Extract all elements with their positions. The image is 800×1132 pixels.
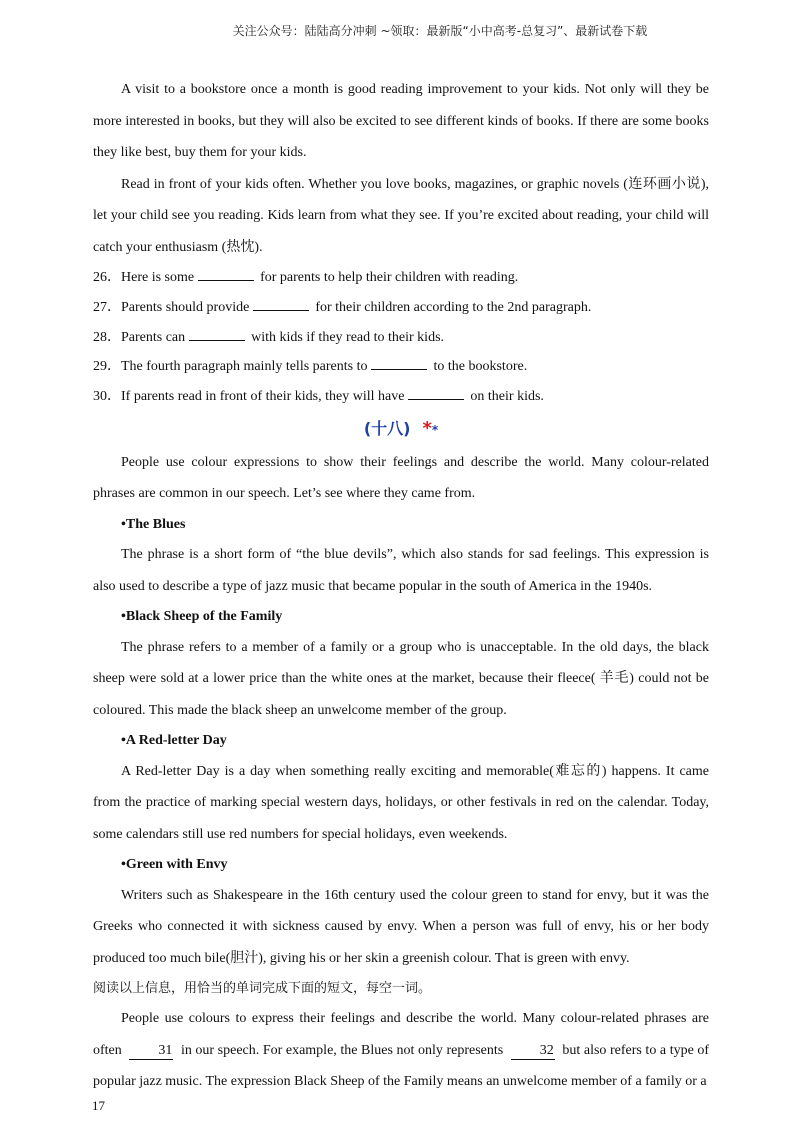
answer-blank-31[interactable]: 31 [129, 1043, 173, 1060]
question-text-before: Here is some [121, 270, 195, 285]
answer-blank[interactable] [408, 387, 464, 400]
question-number: 28． [93, 329, 121, 345]
question-30 [93, 382, 709, 412]
question-number: 30． [93, 389, 121, 405]
item-text-black-sheep: The phrase refers to a member of a family or a group who is unacceptable. In the old days, the black sheep were sold at a lower price than the white ones at the market, because their fleece( 羊毛) could not be coloured. This made the black sheep an unwelcome member of the group. [93, 639, 709, 718]
question-text-after: for their children according to the 2nd paragraph. [315, 299, 592, 315]
question-text-after: for parents to help their children with reading. [260, 270, 519, 285]
blue-star-icon: * [431, 422, 439, 437]
item-text-green-with-envy: Writers such as Shakespeare in the 16th century used the colour green to stand for envy, but it was the Greeks who connected it with sickness caused by envy. When a person was full of envy, his or her body produced too much bile(胆汁), giving his or her skin a greenish colour. That is green with envy. [93, 887, 709, 966]
answer-blank[interactable] [253, 298, 309, 311]
page-number: 17 [92, 1098, 105, 1113]
question-text-after: with kids if they read to their kids. [251, 329, 445, 345]
answer-blank[interactable] [371, 357, 427, 370]
item-heading-green-with-envy: •Green with Envy [121, 857, 228, 873]
item-heading-blues: •The Blues [121, 516, 186, 532]
question-text-before: Parents can [121, 329, 186, 345]
item-text-blues: The phrase is a short form of “the blue devils”, which also stands for sad feelings. This expression is also used to describe a type of jazz music that became popular in the south of America in the 1940s. [93, 547, 709, 594]
page-content [93, 74, 709, 1098]
section-title [93, 414, 709, 445]
instruction-text: 阅读以上信息，用恰当的单词完成下面的短文，每空一词。 [93, 981, 432, 997]
answer-blank-32[interactable]: 32 [511, 1043, 555, 1060]
question-list [93, 263, 709, 412]
question-text-after: to the bookstore. [433, 359, 528, 375]
page-header: 关注公众号：陆陆高分冲刺 ~领取：最新版“小中高考-总复习”、最新试卷下载 [232, 24, 648, 38]
summary-text-3: but also refers to a type of popular jazz music. The expression Black Sheep of the Family means an unwelcome member of a family or a [93, 1042, 710, 1090]
question-26 [93, 263, 709, 293]
question-number: 26． [93, 270, 121, 285]
question-text-before: If parents read in front of their kids, they will have [121, 389, 405, 405]
section-label: (十八) [363, 418, 411, 438]
question-27 [93, 293, 709, 323]
summary-paragraph [93, 1003, 709, 1098]
passage2-intro: People use colour expressions to show their feelings and describe the world. Many colour-related phrases are common in our speech. Let’s see where they came from. [93, 454, 709, 502]
answer-blank[interactable] [189, 328, 245, 341]
summary-text-1: People use colours to express their feelings and describe the world. Many colour-related phrases are often [93, 1011, 709, 1058]
red-star-icon: * [422, 417, 432, 439]
item-heading-red-letter-day: •A Red-letter Day [121, 733, 227, 749]
item-heading-black-sheep: •Black Sheep of the Family [121, 609, 283, 625]
question-text-before: The fourth paragraph mainly tells parents to [121, 359, 368, 375]
passage1-paragraph-1: A visit to a bookstore once a month is good reading improvement to your kids. Not only will they be more interested in books, but they will also be excited to see different kinds of books. If there are some books they like best, buy them for your kids. [93, 82, 709, 160]
question-29 [93, 352, 709, 382]
question-text-before: Parents should provide [121, 299, 250, 315]
question-28 [93, 323, 709, 353]
summary-text-2: in our speech. For example, the Blues not only represents [180, 1042, 504, 1058]
passage1-paragraph-2: Read in front of your kids often. Whether you love books, magazines, or graphic novels (连环画小说), let your child see you reading. Kids learn from what they see. If you’re excited about reading, your child will catch your enthusiasm (热忱). [93, 176, 709, 255]
item-text-red-letter-day: A Red-letter Day is a day when something really exciting and memorable(难忘的) happens. It came from the practice of marking special western days, holidays, or other festivals in red on the calendar. Today, some calendars still use red numbers for special holidays, even weekends. [93, 763, 709, 842]
question-number: 27． [93, 299, 121, 315]
question-number: 29． [93, 359, 121, 375]
answer-blank[interactable] [198, 268, 254, 281]
question-text-after: on their kids. [470, 389, 544, 405]
